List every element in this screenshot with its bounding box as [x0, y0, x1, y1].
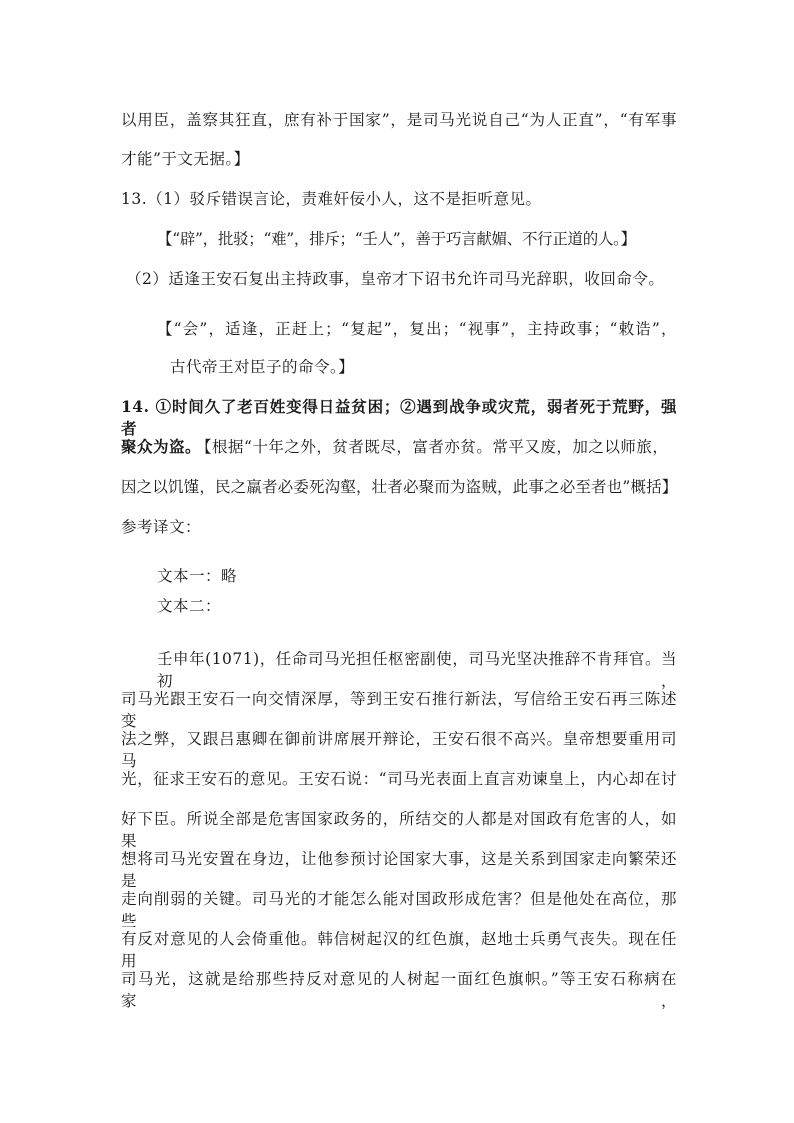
text-line-2: 才能”于文无据。】 — [121, 150, 250, 168]
translation-line-8: 有反对意见的人会倚重他。韩信树起汉的红色旗，赵地士兵勇气丧失。现在任用 — [121, 930, 677, 970]
note-14-line1: 【根据“十年之外，贫者既尽，富者亦贫。常平又废，加之以师旅， — [196, 438, 669, 456]
translation-line-9: 司马光，这就是给那些持反对意见的人树起一面红色旗帜。”等王安石称病在家， — [121, 970, 677, 1010]
translation-line-6: 想将司马光安置在身边，让他参预讨论国家大事，这是关系到国家走向繁荣还是 — [121, 850, 677, 890]
answer-14-line1: 14. ①时间久了老百姓变得日益贫困；②遇到战争或灾荒，弱者死于荒野，强者 — [121, 397, 677, 438]
answer-13-2: （2）适逢王安石复出主持政事，皇帝才下诏书允许司马光辞职，收回命令。 — [126, 270, 665, 288]
text-two-label: 文本二： — [157, 597, 222, 615]
translation-line-5: 好下臣。所说全部是危害国家政务的，所结交的人都是对国政有危害的人，如果 — [121, 810, 677, 850]
translation-line-7: 走向削弱的关键。司马光的才能怎么能对国政形成危害？但是他处在高位，那些 — [121, 890, 677, 930]
translation-line-4: 光，征求王安石的意见。王安石说：“司马光表面上直言劝谏皇上，内心却在讨 — [121, 770, 677, 788]
answer-13-1: 13.（1）驳斥错误言论，责难奸佞小人，这不是拒听意见。 — [121, 190, 542, 208]
note-13-2-line2: 古代帝王对臣子的命令。】 — [170, 358, 355, 376]
translation-line-1: 壬申年(1071)，任命司马光担任枢密副使，司马光坚决推辞不肯拜官。当初， — [157, 650, 677, 690]
note-13-2-line1: 【“会”，适逢，正赶上；“复起”，复出；“视事”，主持政事；“敕诰”， — [157, 320, 677, 338]
note-14-line2: 因之以饥馑，民之羸者必委死沟壑，壮者必聚而为盗贼，此事之必至者也”概括】 — [121, 478, 677, 496]
translation-heading: 参考译文： — [121, 518, 202, 536]
text-line-1: 以用臣，盖察其狂直，庶有补于国家”，是司马光说自己“为人正直”，“有军事 — [121, 111, 677, 129]
translation-line-3: 法之弊，又跟吕惠卿在御前讲席展开辩论，王安石很不高兴。皇帝想要重用司马 — [121, 730, 677, 770]
text-one-label: 文本一：略 — [157, 567, 238, 585]
answer-14-line2: 聚众为盗。 — [121, 437, 202, 456]
translation-line-2: 司马光跟王安石一向交情深厚，等到王安石推行新法，写信给王安石再三陈述变 — [121, 690, 677, 730]
note-13-1: 【“辟”，批驳；“难”，排斥；“壬人”，善于巧言献媚、不行正道的人。】 — [157, 230, 636, 248]
